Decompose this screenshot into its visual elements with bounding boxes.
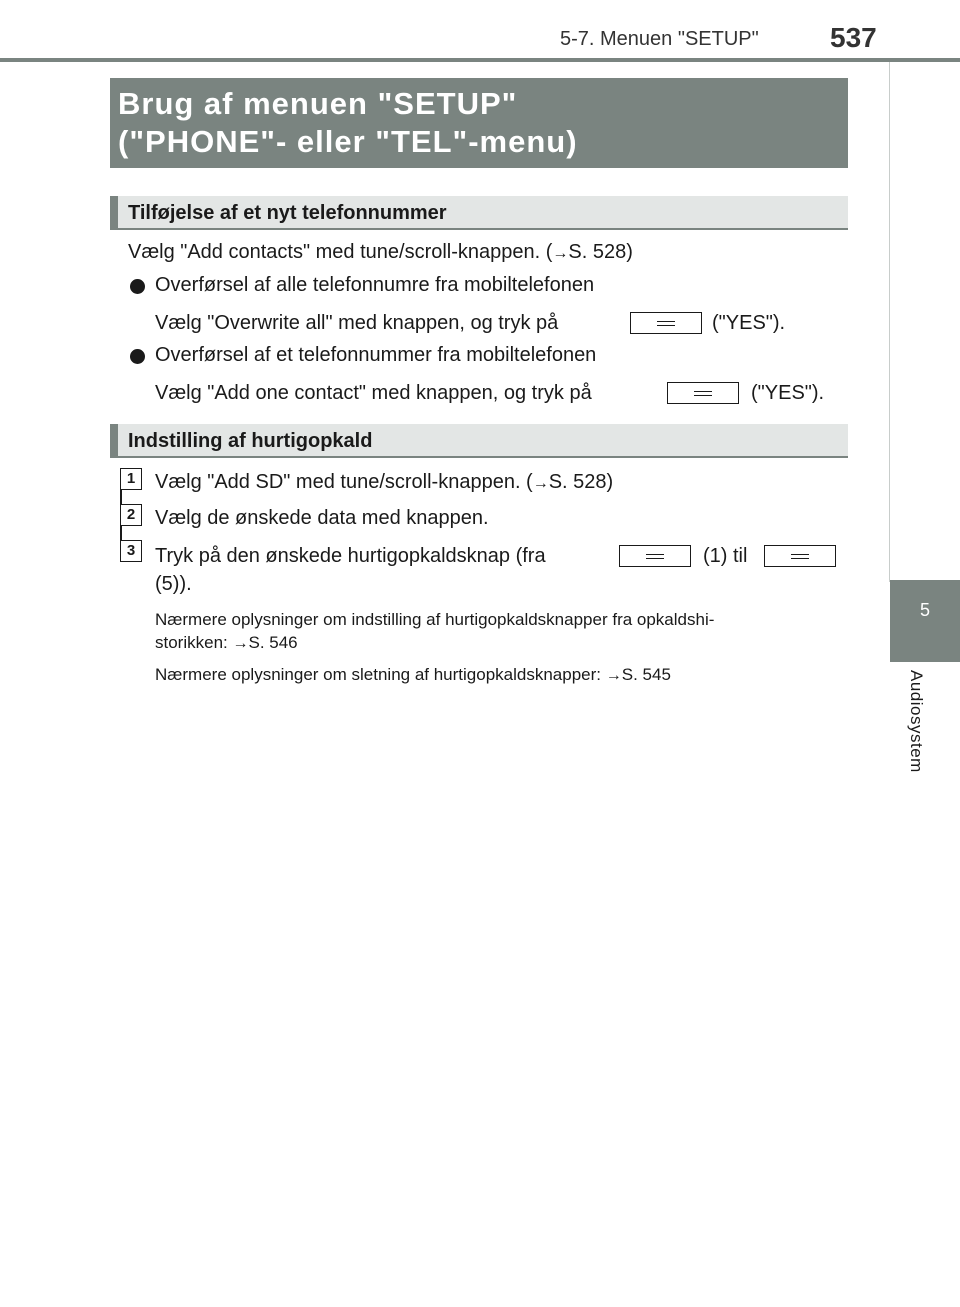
bullet-title-2: Overførsel af et telefonnummer fra mobiltelefonen xyxy=(155,344,597,366)
subsection-heading-new-number xyxy=(110,196,848,230)
step-number-1: 1 xyxy=(120,468,142,490)
speed-dial-button-5-illustration xyxy=(764,545,836,567)
chapter-label: Audiosystem xyxy=(907,670,926,773)
bullet-text-1-end: ("YES"). xyxy=(712,312,786,334)
step-text-1 xyxy=(155,470,613,496)
page-number: 537 xyxy=(830,22,877,53)
subsection-heading-text: Indstilling af hurtigopkald xyxy=(128,430,373,452)
subsection-heading-speed-dial xyxy=(110,424,848,458)
speed-dial-button-1-illustration xyxy=(619,545,691,567)
subsection-heading-text: Tilføjelse af et nyt telefonnummer xyxy=(128,202,447,224)
header-rule xyxy=(0,58,960,62)
page-reference: S. 545 xyxy=(621,665,671,684)
button-glyph-icon xyxy=(657,321,675,326)
note-2-text: Nærmere oplysninger om sletning af hurtigopkaldsknapper: xyxy=(155,665,602,684)
arrow-icon: → xyxy=(605,667,622,684)
button-glyph-icon xyxy=(791,554,809,559)
intro-paragraph xyxy=(128,240,633,266)
section-header: 5-7. Menuen "SETUP" xyxy=(560,28,759,50)
intro-text: Vælg "Add contacts" med tune/scroll-knappen. ( xyxy=(128,241,553,263)
bullet-text-1: Vælg "Overwrite all" med knappen, og tryk på xyxy=(155,312,559,334)
note-2 xyxy=(155,664,671,687)
page-title xyxy=(110,78,848,168)
page-reference: S. 528) xyxy=(548,471,614,493)
step-text-1-main: Vælg "Add SD" med tune/scroll-knappen. ( xyxy=(155,471,533,493)
step-text-3-mid: (1) til xyxy=(703,545,748,567)
chapter-number: 5 xyxy=(919,600,930,620)
bullet-icon xyxy=(130,279,145,294)
note-1-line-2 xyxy=(155,632,298,655)
arrow-icon: → xyxy=(532,475,549,492)
step-text-3: Tryk på den ønskede hurtigopkaldsknap (fra xyxy=(155,545,546,567)
page-title-line-1: Brug af menuen "SETUP" xyxy=(118,86,518,121)
step-text-3-continued: (5)). xyxy=(155,573,192,595)
page-title-line-2: ("PHONE"- eller "TEL"-menu) xyxy=(118,124,578,159)
step-text-2: Vælg de ønskede data med knappen. xyxy=(155,507,489,529)
note-1-line-1: Nærmere oplysninger om indstilling af hurtigopkaldsknapper fra opkaldshi- xyxy=(155,610,715,629)
page-reference: S. 528) xyxy=(568,241,633,263)
page-reference: S. 546 xyxy=(248,633,298,652)
bullet-text-2-end: ("YES"). xyxy=(751,382,825,404)
bullet-text-2: Vælg "Add one contact" med knappen, og tryk på xyxy=(155,382,592,404)
step-number-2: 2 xyxy=(120,504,142,526)
arrow-icon: → xyxy=(552,245,569,262)
button-glyph-icon xyxy=(694,391,712,396)
chapter-tab xyxy=(890,580,960,662)
step-number-3: 3 xyxy=(120,540,142,562)
button-glyph-icon xyxy=(646,554,664,559)
note-1-text: storikken: xyxy=(155,633,228,652)
yes-button-illustration xyxy=(630,312,702,334)
arrow-icon: → xyxy=(232,635,249,652)
step-connector xyxy=(120,526,122,540)
bullet-title-1: Overførsel af alle telefonnumre fra mobiltelefonen xyxy=(155,274,595,296)
yes-button-illustration xyxy=(667,382,739,404)
side-divider xyxy=(889,62,890,582)
bullet-icon xyxy=(130,349,145,364)
